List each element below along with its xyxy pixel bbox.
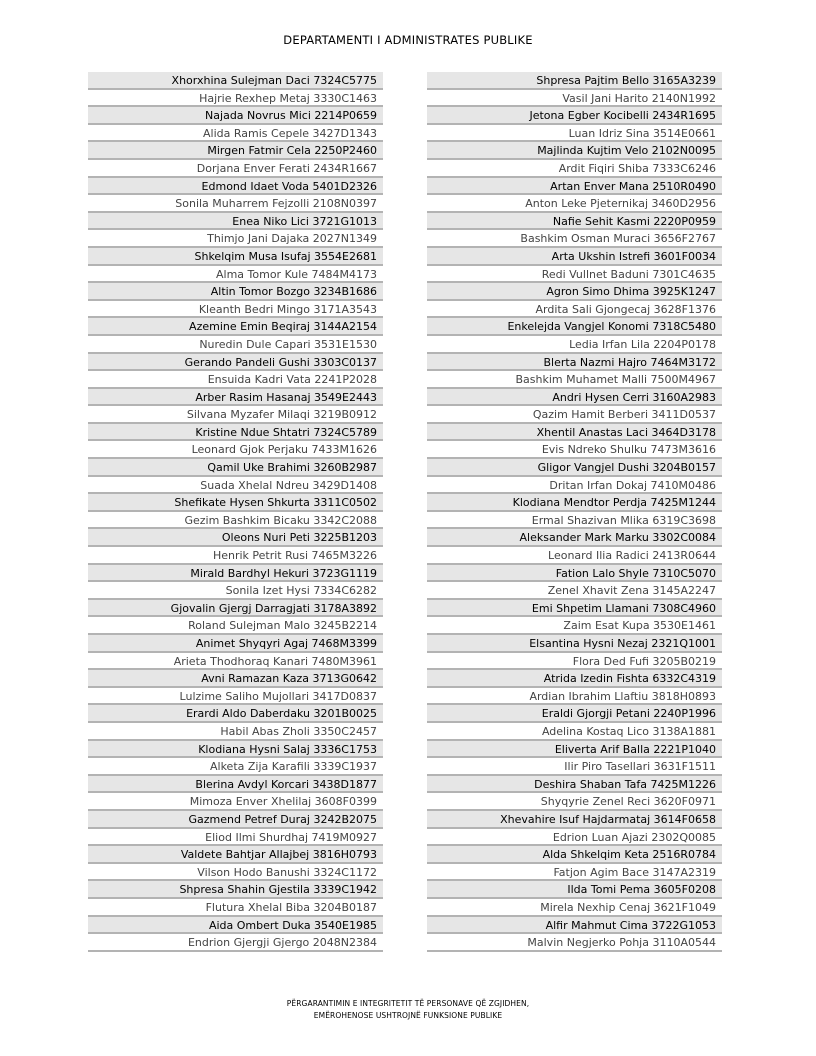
name-row: Alma Tomor Kule 7484M4173 bbox=[88, 266, 383, 284]
name-row: Jetona Egber Kocibelli 2434R1695 bbox=[427, 107, 722, 125]
name-row: Zaim Esat Kupa 3530E1461 bbox=[427, 617, 722, 635]
name-row: Mirgen Fatmir Cela 2250P2460 bbox=[88, 142, 383, 160]
footer-line-2: EMËROHENOSE USHTROJNË FUNKSIONE PUBLIKE bbox=[313, 1011, 503, 1020]
name-row: Ardit Fiqiri Shiba 7333C6246 bbox=[427, 160, 722, 178]
name-row: Zenel Xhavit Zena 3145A2247 bbox=[427, 582, 722, 600]
name-row: Gezim Bashkim Bicaku 3342C2088 bbox=[88, 512, 383, 530]
name-row: Edmond Idaet Voda 5401D2326 bbox=[88, 178, 383, 196]
name-row: Qazim Hamit Berberi 3411D0537 bbox=[427, 406, 722, 424]
name-row: Altin Tomor Bozgo 3234B1686 bbox=[88, 283, 383, 301]
name-row: Adelina Kostaq Lico 3138A1881 bbox=[427, 723, 722, 741]
name-row: Eraldi Gjorgji Petani 2240P1996 bbox=[427, 705, 722, 723]
name-row: Lulzime Saliho Mujollari 3417D0837 bbox=[88, 688, 383, 706]
name-row: Roland Sulejman Malo 3245B2214 bbox=[88, 617, 383, 635]
name-row: Habil Abas Zholi 3350C2457 bbox=[88, 723, 383, 741]
name-row: Xhentil Anastas Laci 3464D3178 bbox=[427, 424, 722, 442]
name-row: Alda Shkelqim Keta 2516R0784 bbox=[427, 846, 722, 864]
name-row: Arta Ukshin Istrefi 3601F0034 bbox=[427, 248, 722, 266]
name-row: Ermal Shazivan Mlika 6319C3698 bbox=[427, 512, 722, 530]
name-row: Dorjana Enver Ferati 2434R1667 bbox=[88, 160, 383, 178]
name-row: Ardian Ibrahim Llaftiu 3818H0893 bbox=[427, 688, 722, 706]
name-row: Flora Ded Fufi 3205B0219 bbox=[427, 653, 722, 671]
name-row: Dritan Irfan Dokaj 7410M0486 bbox=[427, 477, 722, 495]
name-row: Evis Ndreko Shulku 7473M3616 bbox=[427, 441, 722, 459]
name-row: Eliod Ilmi Shurdhaj 7419M0927 bbox=[88, 829, 383, 847]
name-row: Shpresa Shahin Gjestila 3339C1942 bbox=[88, 881, 383, 899]
name-row: Aleksander Mark Marku 3302C0084 bbox=[427, 529, 722, 547]
name-row: Redi Vullnet Baduni 7301C4635 bbox=[427, 266, 722, 284]
name-row: Endrion Gjergji Gjergo 2048N2384 bbox=[88, 934, 383, 952]
name-row: Gerando Pandeli Gushi 3303C0137 bbox=[88, 354, 383, 372]
name-row: Agron Simo Dhima 3925K1247 bbox=[427, 283, 722, 301]
name-row: Sonila Izet Hysi 7334C6282 bbox=[88, 582, 383, 600]
name-row: Vilson Hodo Banushi 3324C1172 bbox=[88, 864, 383, 882]
name-row: Leonard Gjok Perjaku 7433M1626 bbox=[88, 441, 383, 459]
name-row: Ilir Piro Tasellari 3631F1511 bbox=[427, 758, 722, 776]
name-row: Fation Lalo Shyle 7310C5070 bbox=[427, 565, 722, 583]
name-row: Malvin Negjerko Pohja 3110A0544 bbox=[427, 934, 722, 952]
name-row: Shyqyrie Zenel Reci 3620F0971 bbox=[427, 793, 722, 811]
name-row: Avni Ramazan Kaza 3713G0642 bbox=[88, 670, 383, 688]
name-row: Alida Ramis Cepele 3427D1343 bbox=[88, 125, 383, 143]
name-row: Arieta Thodhoraq Kanari 7480M3961 bbox=[88, 653, 383, 671]
name-row: Azemine Emin Beqiraj 3144A2154 bbox=[88, 318, 383, 336]
name-row: Artan Enver Mana 2510R0490 bbox=[427, 178, 722, 196]
name-row: Alfir Mahmut Cima 3722G1053 bbox=[427, 917, 722, 935]
name-row: Blerina Avdyl Korcari 3438D1877 bbox=[88, 776, 383, 794]
name-row: Vasil Jani Harito 2140N1992 bbox=[427, 90, 722, 108]
name-row: Sonila Muharrem Fejzolli 2108N0397 bbox=[88, 195, 383, 213]
name-row: Henrik Petrit Rusi 7465M3226 bbox=[88, 547, 383, 565]
left-name-column bbox=[88, 72, 383, 952]
footer bbox=[0, 998, 816, 1022]
page-title: DEPARTAMENTI I ADMINISTRATES PUBLIKE bbox=[283, 33, 533, 47]
name-row: Edrion Luan Ajazi 2302Q0085 bbox=[427, 829, 722, 847]
name-row: Andri Hysen Cerri 3160A2983 bbox=[427, 389, 722, 407]
name-row: Erardi Aldo Daberdaku 3201B0025 bbox=[88, 705, 383, 723]
name-row: Mirald Bardhyl Hekuri 3723G1119 bbox=[88, 565, 383, 583]
name-row: Deshira Shaban Tafa 7425M1226 bbox=[427, 776, 722, 794]
name-row: Nuredin Dule Capari 3531E1530 bbox=[88, 336, 383, 354]
name-row: Ardita Sali Gjongecaj 3628F1376 bbox=[427, 301, 722, 319]
name-row: Valdete Bahtjar Allajbej 3816H0793 bbox=[88, 846, 383, 864]
name-row: Leonard Ilia Radici 2413R0644 bbox=[427, 547, 722, 565]
name-row: Klodiana Mendtor Perdja 7425M1244 bbox=[427, 494, 722, 512]
right-name-column bbox=[427, 72, 722, 952]
name-row: Elsantina Hysni Nezaj 2321Q1001 bbox=[427, 635, 722, 653]
name-row: Alketa Zija Karafili 3339C1937 bbox=[88, 758, 383, 776]
name-row: Suada Xhelal Ndreu 3429D1408 bbox=[88, 477, 383, 495]
name-row: Eliverta Arif Balla 2221P1040 bbox=[427, 741, 722, 759]
name-row: Kristine Ndue Shtatri 7324C5789 bbox=[88, 424, 383, 442]
name-row: Kleanth Bedri Mingo 3171A3543 bbox=[88, 301, 383, 319]
footer-line-1: PËRGARANTIMIN E INTEGRITETIT TË PERSONAVE QË ZGJIDHEN, bbox=[286, 999, 530, 1008]
name-row: Shkelqim Musa Isufaj 3554E2681 bbox=[88, 248, 383, 266]
name-row: Mimoza Enver Xhelilaj 3608F0399 bbox=[88, 793, 383, 811]
name-row: Silvana Myzafer Milaqi 3219B0912 bbox=[88, 406, 383, 424]
name-row: Gjovalin Gjergj Darragjati 3178A3892 bbox=[88, 600, 383, 618]
name-row: Enea Niko Lici 3721G1013 bbox=[88, 213, 383, 231]
name-row: Fatjon Agim Bace 3147A2319 bbox=[427, 864, 722, 882]
name-row: Anton Leke Pjeternikaj 3460D2956 bbox=[427, 195, 722, 213]
name-row: Hajrie Rexhep Metaj 3330C1463 bbox=[88, 90, 383, 108]
name-row: Animet Shyqyri Agaj 7468M3399 bbox=[88, 635, 383, 653]
name-row: Arber Rasim Hasanaj 3549E2443 bbox=[88, 389, 383, 407]
name-row: Qamil Uke Brahimi 3260B2987 bbox=[88, 459, 383, 477]
name-row: Thimjo Jani Dajaka 2027N1349 bbox=[88, 230, 383, 248]
name-row: Gazmend Petref Duraj 3242B2075 bbox=[88, 811, 383, 829]
name-row: Enkelejda Vangjel Konomi 7318C5480 bbox=[427, 318, 722, 336]
name-row: Flutura Xhelal Biba 3204B0187 bbox=[88, 899, 383, 917]
name-row: Najada Novrus Mici 2214P0659 bbox=[88, 107, 383, 125]
name-row: Shefikate Hysen Shkurta 3311C0502 bbox=[88, 494, 383, 512]
name-row: Xhevahire Isuf Hajdarmataj 3614F0658 bbox=[427, 811, 722, 829]
name-row: Ensuida Kadri Vata 2241P2028 bbox=[88, 371, 383, 389]
name-row: Nafie Sehit Kasmi 2220P0959 bbox=[427, 213, 722, 231]
name-row: Gligor Vangjel Dushi 3204B0157 bbox=[427, 459, 722, 477]
name-row: Mirela Nexhip Cenaj 3621F1049 bbox=[427, 899, 722, 917]
name-row: Blerta Nazmi Hajro 7464M3172 bbox=[427, 354, 722, 372]
name-row: Atrida Izedin Fishta 6332C4319 bbox=[427, 670, 722, 688]
name-row: Shpresa Pajtim Bello 3165A3239 bbox=[427, 72, 722, 90]
name-row: Emi Shpetim Llamani 7308C4960 bbox=[427, 600, 722, 618]
name-row: Luan Idriz Sina 3514E0661 bbox=[427, 125, 722, 143]
name-row: Klodiana Hysni Salaj 3336C1753 bbox=[88, 741, 383, 759]
name-row: Ilda Tomi Pema 3605F0208 bbox=[427, 881, 722, 899]
name-row: Oleons Nuri Peti 3225B1203 bbox=[88, 529, 383, 547]
name-row: Bashkim Osman Muraci 3656F2767 bbox=[427, 230, 722, 248]
name-row: Xhorxhina Sulejman Daci 7324C5775 bbox=[88, 72, 383, 90]
name-row: Ledia Irfan Lila 2204P0178 bbox=[427, 336, 722, 354]
name-row: Bashkim Muhamet Malli 7500M4967 bbox=[427, 371, 722, 389]
name-row: Majlinda Kujtim Velo 2102N0095 bbox=[427, 142, 722, 160]
name-row: Aida Ombert Duka 3540E1985 bbox=[88, 917, 383, 935]
